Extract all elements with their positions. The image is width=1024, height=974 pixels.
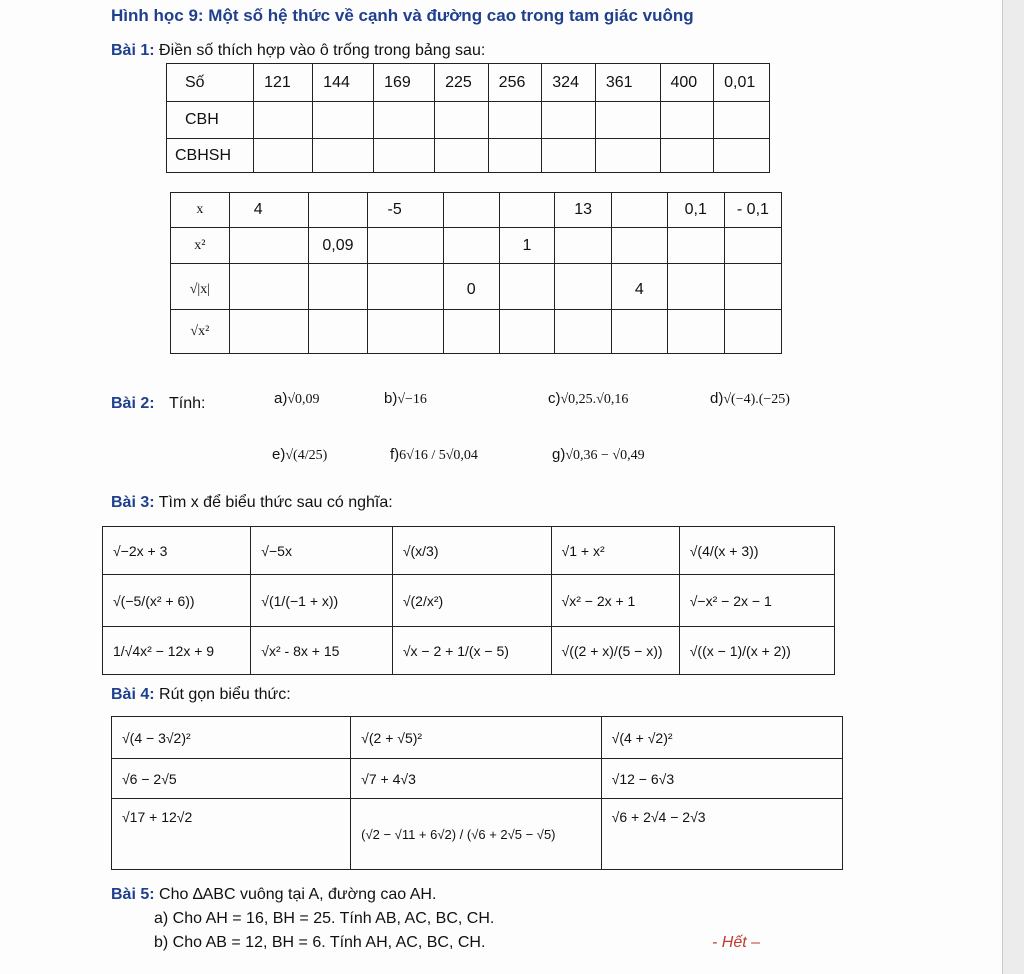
table-cell: √(4 + √2)² [601, 717, 842, 759]
math-expression: √0,36 − √0,49 [565, 448, 645, 463]
table-row [167, 139, 770, 173]
table-cell: 361 [595, 64, 660, 102]
table-cell: √12 − 6√3 [601, 759, 842, 799]
table-cell [724, 228, 781, 264]
math-expression: √(−4).(−25) [723, 392, 790, 407]
table-cell [313, 102, 374, 139]
table-x-values [170, 192, 782, 354]
table-row [171, 310, 782, 354]
table-cell [374, 139, 435, 173]
math-expression: √0,25.√0,16 [560, 392, 629, 407]
table-dieu-kien [102, 526, 835, 675]
table-cell: 400 [660, 64, 714, 102]
math-expression: √(4/25) [285, 448, 328, 463]
bai2-item-e [272, 446, 327, 464]
table-cell: 144 [313, 64, 374, 102]
page-edge [1003, 0, 1024, 974]
bai3-label: Bài 3: [111, 494, 155, 511]
math-expression: 6√16 / 5√0,04 [399, 448, 478, 463]
table-cell: x² [171, 228, 230, 264]
table-rut-gon [111, 716, 843, 870]
table-cell: x [171, 193, 230, 228]
table-cell [309, 310, 367, 354]
bai3-text: Tìm x để biểu thức sau có nghĩa: [158, 494, 393, 511]
table-cell [367, 264, 443, 310]
table-cell: √−5x [251, 527, 393, 575]
table-row [171, 193, 782, 228]
table-cell: √(1/(−1 + x)) [251, 575, 393, 627]
table-cell [229, 310, 309, 354]
table-row [167, 102, 770, 139]
table-cell: √6 + 2√4 − 2√3 [601, 799, 842, 870]
bai4-heading [111, 686, 291, 704]
table-cell: CBHSH [167, 139, 254, 173]
table-cell: √(−5/(x² + 6)) [103, 575, 251, 627]
table-cell: - 0,1 [724, 193, 781, 228]
table-cell: 1 [499, 228, 555, 264]
table-cell [254, 102, 313, 139]
table-cell: 256 [488, 64, 542, 102]
table-cell [367, 228, 443, 264]
table-cell: √−2x + 3 [103, 527, 251, 575]
table-cell [724, 310, 781, 354]
table-cell: √6 − 2√5 [112, 759, 351, 799]
item-label: f) [390, 446, 400, 463]
table-cell [488, 102, 542, 139]
table-cell [595, 102, 660, 139]
table-cell [714, 139, 770, 173]
table-cell [443, 228, 499, 264]
table-cell: √|x| [171, 264, 230, 310]
bai5-heading [111, 886, 436, 904]
table-cell [595, 139, 660, 173]
table-cell [499, 310, 555, 354]
end-marker: - Hết – [712, 934, 761, 951]
table-cell [611, 228, 667, 264]
item-label: d) [710, 390, 724, 407]
bai5-part-a: a) Cho AH = 16, BH = 25. Tính AB, AC, BC, CH. [154, 910, 495, 927]
table-cell [555, 310, 612, 354]
bai5-part-b: b) Cho AB = 12, BH = 6. Tính AH, AC, BC, CH. [154, 934, 486, 951]
table-cell [229, 228, 309, 264]
table-cell: 1/√4x² − 12x + 9 [103, 627, 251, 675]
bai4-text: Rút gọn biểu thức: [159, 686, 291, 703]
item-label: g) [552, 446, 566, 463]
table-cell: √x² − 2x + 1 [551, 575, 679, 627]
table-cell: √7 + 4√3 [351, 759, 601, 799]
item-label: a) [274, 390, 288, 407]
table-row [103, 575, 835, 627]
table-cell [254, 139, 313, 173]
bai5-text: Cho ∆ABC vuông tại A, đường cao AH. [159, 886, 437, 903]
item-label: e) [272, 446, 286, 463]
table-cell: Số [167, 64, 254, 102]
table-cell: CBH [167, 102, 254, 139]
table-cell: √(2 + √5)² [351, 717, 601, 759]
table-row [171, 228, 782, 264]
table-cell: √x² [171, 310, 230, 354]
table-cell: √17 + 12√2 [112, 799, 351, 870]
table-row [103, 527, 835, 575]
table-cell [488, 139, 542, 173]
bai1-text: Điền số thích hợp vào ô trống trong bảng sau: [159, 42, 486, 59]
table-cell [435, 102, 489, 139]
table-cell [542, 139, 596, 173]
bai3-heading [111, 494, 393, 512]
table-cell [555, 264, 612, 310]
table-cell: 4 [229, 193, 309, 228]
table-cell [229, 264, 309, 310]
table-row [171, 264, 782, 310]
table-cell [611, 193, 667, 228]
table-cell [309, 193, 367, 228]
table-cell [724, 264, 781, 310]
table-cell: √1 + x² [551, 527, 679, 575]
table-cell [660, 102, 714, 139]
bai1-heading [111, 42, 485, 60]
table-row [167, 64, 770, 102]
table-cell: √(x/3) [392, 527, 551, 575]
table-cell [499, 264, 555, 310]
table-row [112, 799, 843, 870]
bai2-heading [111, 395, 206, 413]
bai2-label: Bài 2: [111, 395, 155, 412]
table-cell [309, 264, 367, 310]
table-cell [374, 102, 435, 139]
table-cell: 13 [555, 193, 612, 228]
table-cell: 0 [443, 264, 499, 310]
table-cell: 169 [374, 64, 435, 102]
table-cell: 121 [254, 64, 313, 102]
bai2-text: Tính: [169, 395, 206, 412]
table-cell [667, 310, 724, 354]
table-cell: 0,09 [309, 228, 367, 264]
page-title: Hình học 9: Một số hệ thức về cạnh và đường cao trong tam giác vuông [111, 6, 694, 25]
bai2-item-b [384, 390, 427, 408]
bai4-label: Bài 4: [111, 686, 155, 703]
bai2-item-d [710, 390, 790, 408]
table-cell [555, 228, 612, 264]
table-cell: -5 [367, 193, 443, 228]
bai2-item-f [390, 446, 478, 464]
table-cell: √(2/x²) [392, 575, 551, 627]
table-row [112, 717, 843, 759]
table-cell: √x − 2 + 1/(x − 5) [392, 627, 551, 675]
table-cell: √(4/(x + 3)) [679, 527, 834, 575]
table-cell: √((2 + x)/(5 − x)) [551, 627, 679, 675]
table-row [112, 759, 843, 799]
table-cell [435, 139, 489, 173]
item-label: c) [548, 390, 561, 407]
item-label: b) [384, 390, 398, 407]
table-cell [667, 228, 724, 264]
bai1-label: Bài 1: [111, 42, 155, 59]
table-cell [499, 193, 555, 228]
table-cell: √((x − 1)/(x + 2)) [679, 627, 834, 675]
table-cell: √−x² − 2x − 1 [679, 575, 834, 627]
bai5-label: Bài 5: [111, 886, 155, 903]
table-cell [667, 264, 724, 310]
table-cell: 4 [611, 264, 667, 310]
math-expression: √−16 [397, 392, 427, 407]
table-cell: 225 [435, 64, 489, 102]
bai2-item-c [548, 390, 628, 408]
table-cell: √x² - 8x + 15 [251, 627, 393, 675]
table-cell [443, 310, 499, 354]
table-row [103, 627, 835, 675]
table-cell: √(4 − 3√2)² [112, 717, 351, 759]
table-cell [542, 102, 596, 139]
bai2-item-a [274, 390, 320, 408]
table-cell: 0,1 [667, 193, 724, 228]
table-can-bac-hai [166, 63, 770, 173]
table-cell [714, 102, 770, 139]
table-cell [443, 193, 499, 228]
table-cell: (√2 − √11 + 6√2) / (√6 + 2√5 − √5) [351, 799, 601, 870]
bai2-item-g [552, 446, 645, 464]
table-cell: 0,01 [714, 64, 770, 102]
table-cell [611, 310, 667, 354]
table-cell: 324 [542, 64, 596, 102]
math-expression: √0,09 [287, 392, 320, 407]
table-cell [367, 310, 443, 354]
table-cell [313, 139, 374, 173]
table-cell [660, 139, 714, 173]
